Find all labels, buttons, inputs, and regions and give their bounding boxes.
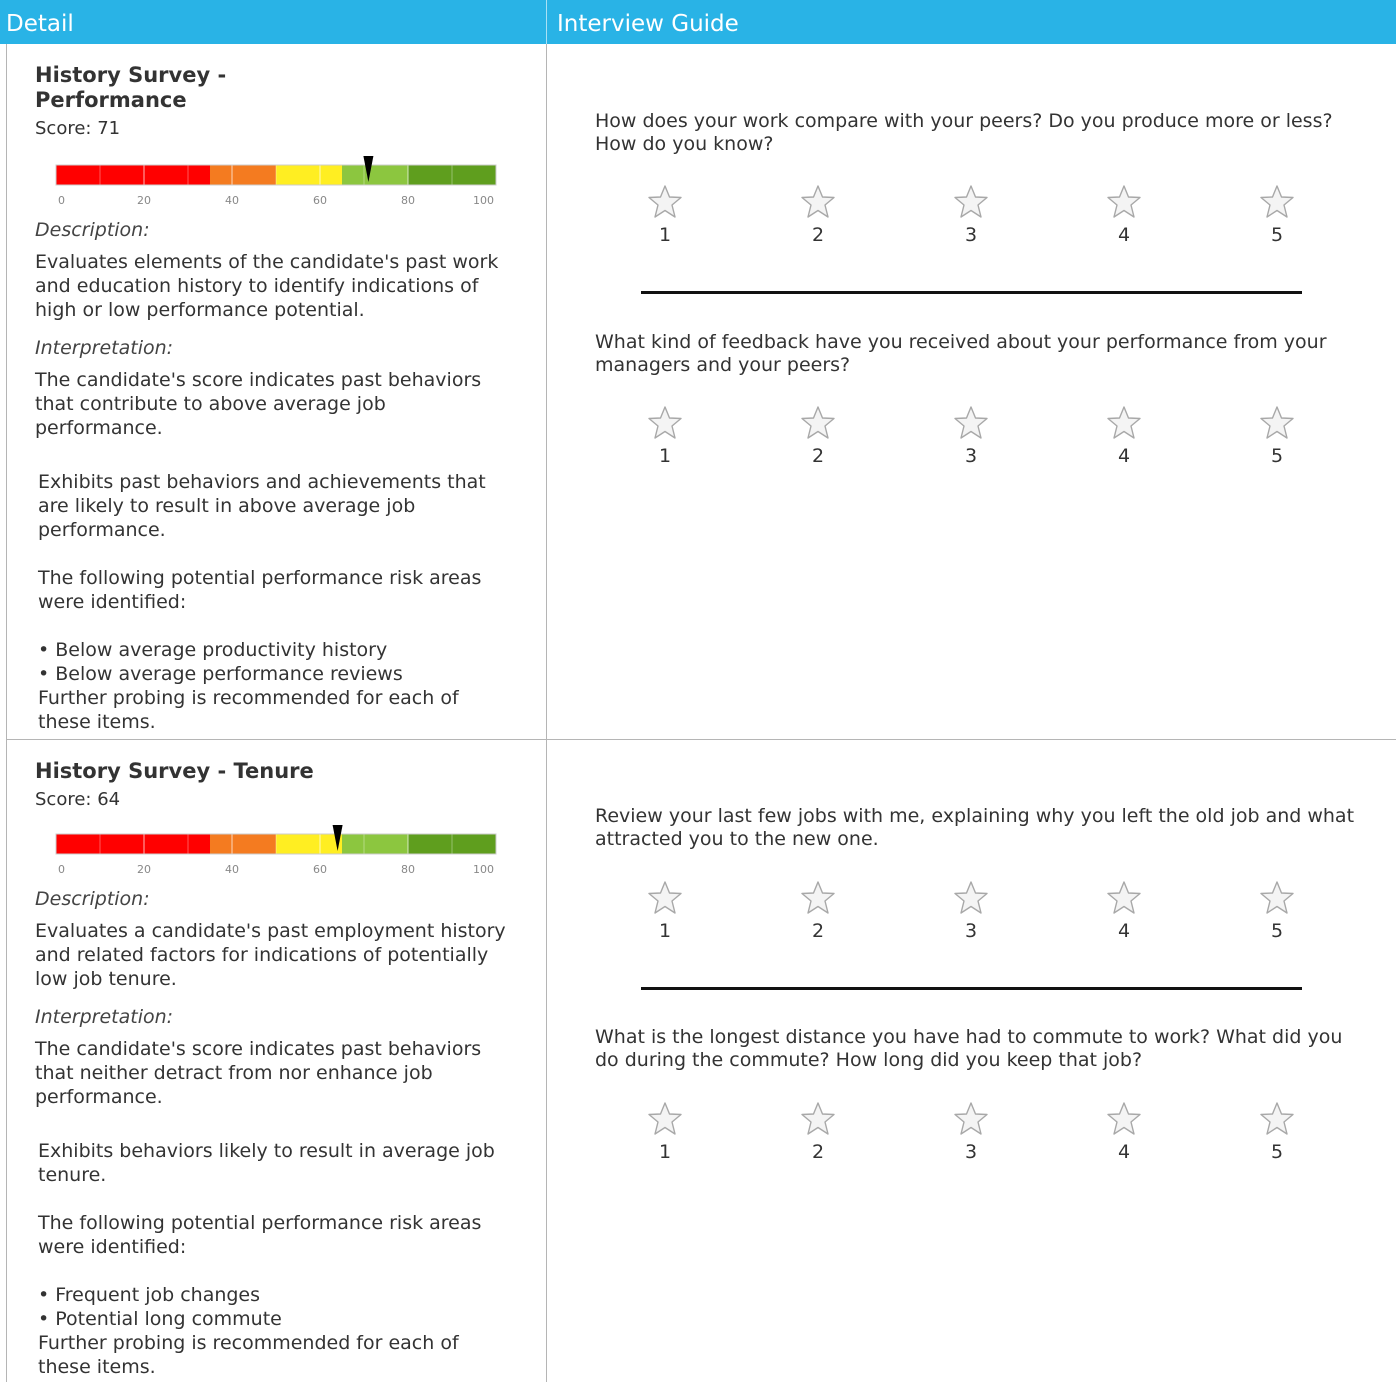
star-rating-option[interactable]: [778, 404, 858, 468]
score-label: Score: 71: [35, 118, 121, 139]
gauge-tick-label: 80: [401, 194, 415, 207]
star-outline-icon: [646, 1100, 684, 1138]
gauge-tick-label: 80: [401, 863, 415, 876]
rating-number: 2: [811, 224, 825, 246]
gauge-band: [56, 834, 210, 854]
risk-item: • Potential long commute: [38, 1308, 282, 1330]
gauge-band: [276, 165, 342, 185]
question-divider: [641, 291, 1302, 294]
interview-guide-column-title: Interview Guide: [557, 11, 739, 37]
rating-group: [625, 404, 1315, 474]
rating-number: 1: [658, 920, 672, 942]
interview-question: What kind of feedback have you received about your performance from your managers and your peers?: [595, 331, 1327, 376]
rating-group: [625, 1100, 1315, 1170]
star-rating-option[interactable]: [625, 879, 705, 943]
star-outline-icon: [1105, 183, 1143, 221]
star-outline-icon: [952, 404, 990, 442]
star-rating-option[interactable]: [931, 879, 1011, 943]
star-outline-icon: [952, 1100, 990, 1138]
risk-item: • Below average productivity history: [38, 639, 388, 661]
star-rating-option[interactable]: [931, 1100, 1011, 1164]
description-text: Evaluates elements of the candidate's past work and education history to identify indications of high or low performance potential.: [35, 251, 499, 321]
gauge-band: [342, 834, 408, 854]
rating-group: [625, 183, 1315, 253]
interpretation-text: The candidate's score indicates past behaviors that neither detract from nor enhance job performance.: [35, 1038, 482, 1108]
detail-column-title: Detail: [6, 11, 74, 37]
rating-number: 4: [1117, 920, 1131, 942]
interview-question: Review your last few jobs with me, explaining why you left the old job and what attracted you to the new one.: [595, 805, 1355, 850]
gauge-tick-label: 20: [137, 194, 151, 207]
gauge-tick-label: 100: [473, 863, 494, 876]
rating-number: 4: [1117, 1141, 1131, 1163]
closing-text: Further probing is recommended for each of these items.: [38, 687, 459, 733]
rating-number: 5: [1270, 224, 1284, 246]
star-outline-icon: [646, 879, 684, 917]
star-rating-option[interactable]: [625, 183, 705, 247]
star-outline-icon: [799, 404, 837, 442]
star-outline-icon: [1105, 879, 1143, 917]
risk-intro-text: The following potential performance risk areas were identified:: [38, 1212, 482, 1258]
rating-number: 5: [1270, 445, 1284, 467]
rating-number: 5: [1270, 1141, 1284, 1163]
star-outline-icon: [952, 183, 990, 221]
gauge-tick-label: 40: [225, 194, 239, 207]
star-outline-icon: [799, 879, 837, 917]
section-title: History Survey - Performance: [35, 63, 227, 112]
star-rating-option[interactable]: [778, 1100, 858, 1164]
rating-number: 3: [964, 224, 978, 246]
risk-item: • Frequent job changes: [38, 1284, 261, 1306]
gauge-tick-label: 100: [473, 194, 494, 207]
gauge-svg: [56, 825, 496, 881]
interview-question: How does your work compare with your peers? Do you produce more or less? How do you know?: [595, 110, 1333, 155]
rating-number: 4: [1117, 224, 1131, 246]
star-outline-icon: [799, 183, 837, 221]
question-divider: [641, 987, 1302, 990]
star-rating-option[interactable]: [1237, 183, 1317, 247]
star-rating-option[interactable]: [1237, 1100, 1317, 1164]
star-outline-icon: [1258, 183, 1296, 221]
star-rating-option[interactable]: [1084, 183, 1164, 247]
star-outline-icon: [799, 1100, 837, 1138]
rating-number: 1: [658, 224, 672, 246]
star-outline-icon: [952, 879, 990, 917]
rating-group: [625, 879, 1315, 949]
score-gauge: [56, 825, 496, 881]
rating-number: 2: [811, 920, 825, 942]
gauge-tick-label: 60: [313, 194, 327, 207]
gauge-tick-label: 60: [313, 863, 327, 876]
star-rating-option[interactable]: [778, 879, 858, 943]
gauge-svg: [56, 156, 496, 212]
rating-number: 1: [658, 1141, 672, 1163]
gauge-band: [276, 834, 342, 854]
description-label: Description:: [35, 888, 150, 910]
star-outline-icon: [646, 183, 684, 221]
interpretation-label: Interpretation:: [35, 337, 174, 359]
header-bar: [0, 0, 1396, 44]
gauge-band: [342, 165, 408, 185]
star-rating-option[interactable]: [1084, 1100, 1164, 1164]
interview-question: What is the longest distance you have had to commute to work? What did you do during the commute? How long did you keep that job?: [595, 1026, 1343, 1071]
section-tenure-detail: [35, 759, 515, 812]
interpretation-text: The candidate's score indicates past behaviors that contribute to above average job performance.: [35, 369, 482, 439]
star-rating-option[interactable]: [931, 183, 1011, 247]
gauge-band: [56, 165, 210, 185]
rating-number: 3: [964, 445, 978, 467]
star-outline-icon: [1258, 879, 1296, 917]
star-rating-option[interactable]: [625, 1100, 705, 1164]
gauge-tick-label: 0: [58, 194, 65, 207]
rating-number: 3: [964, 920, 978, 942]
star-rating-option[interactable]: [625, 404, 705, 468]
column-divider: [546, 44, 547, 1382]
section-performance-detail: [35, 63, 515, 141]
rating-number: 2: [811, 1141, 825, 1163]
star-outline-icon: [646, 404, 684, 442]
rating-number: 3: [964, 1141, 978, 1163]
gauge-tick-label: 0: [58, 863, 65, 876]
score-gauge: [56, 156, 496, 212]
gauge-band: [210, 834, 276, 854]
star-rating-option[interactable]: [1237, 404, 1317, 468]
star-rating-option[interactable]: [1084, 879, 1164, 943]
star-rating-option[interactable]: [1237, 879, 1317, 943]
gauge-tick-label: 40: [225, 863, 239, 876]
star-rating-option[interactable]: [1084, 404, 1164, 468]
summary-text: Exhibits behaviors likely to result in average job tenure.: [38, 1140, 495, 1186]
star-outline-icon: [1105, 1100, 1143, 1138]
star-rating-option[interactable]: [778, 183, 858, 247]
gauge-tick-label: 20: [137, 863, 151, 876]
star-rating-option[interactable]: [931, 404, 1011, 468]
summary-text: Exhibits past behaviors and achievements that are likely to result in above average job performance.: [38, 471, 486, 541]
header-divider: [546, 0, 547, 44]
risk-item: • Below average performance reviews: [38, 663, 403, 685]
gauge-band: [210, 165, 276, 185]
section-performance-body: [35, 218, 515, 734]
rating-number: 2: [811, 445, 825, 467]
table-left-border: [6, 44, 7, 1382]
rating-number: 1: [658, 445, 672, 467]
interpretation-label: Interpretation:: [35, 1006, 174, 1028]
description-label: Description:: [35, 219, 150, 241]
rating-number: 5: [1270, 920, 1284, 942]
star-outline-icon: [1258, 404, 1296, 442]
section-tenure-body: [35, 887, 515, 1379]
risk-intro-text: The following potential performance risk areas were identified:: [38, 567, 482, 613]
closing-text: Further probing is recommended for each of these items.: [38, 1332, 459, 1378]
rating-number: 4: [1117, 445, 1131, 467]
star-outline-icon: [1105, 404, 1143, 442]
star-outline-icon: [1258, 1100, 1296, 1138]
score-label: Score: 64: [35, 789, 121, 810]
section-title: History Survey - Tenure: [35, 759, 314, 783]
description-text: Evaluates a candidate's past employment history and related factors for indications of potentially low job tenure.: [35, 920, 506, 990]
row-divider: [6, 739, 1396, 740]
